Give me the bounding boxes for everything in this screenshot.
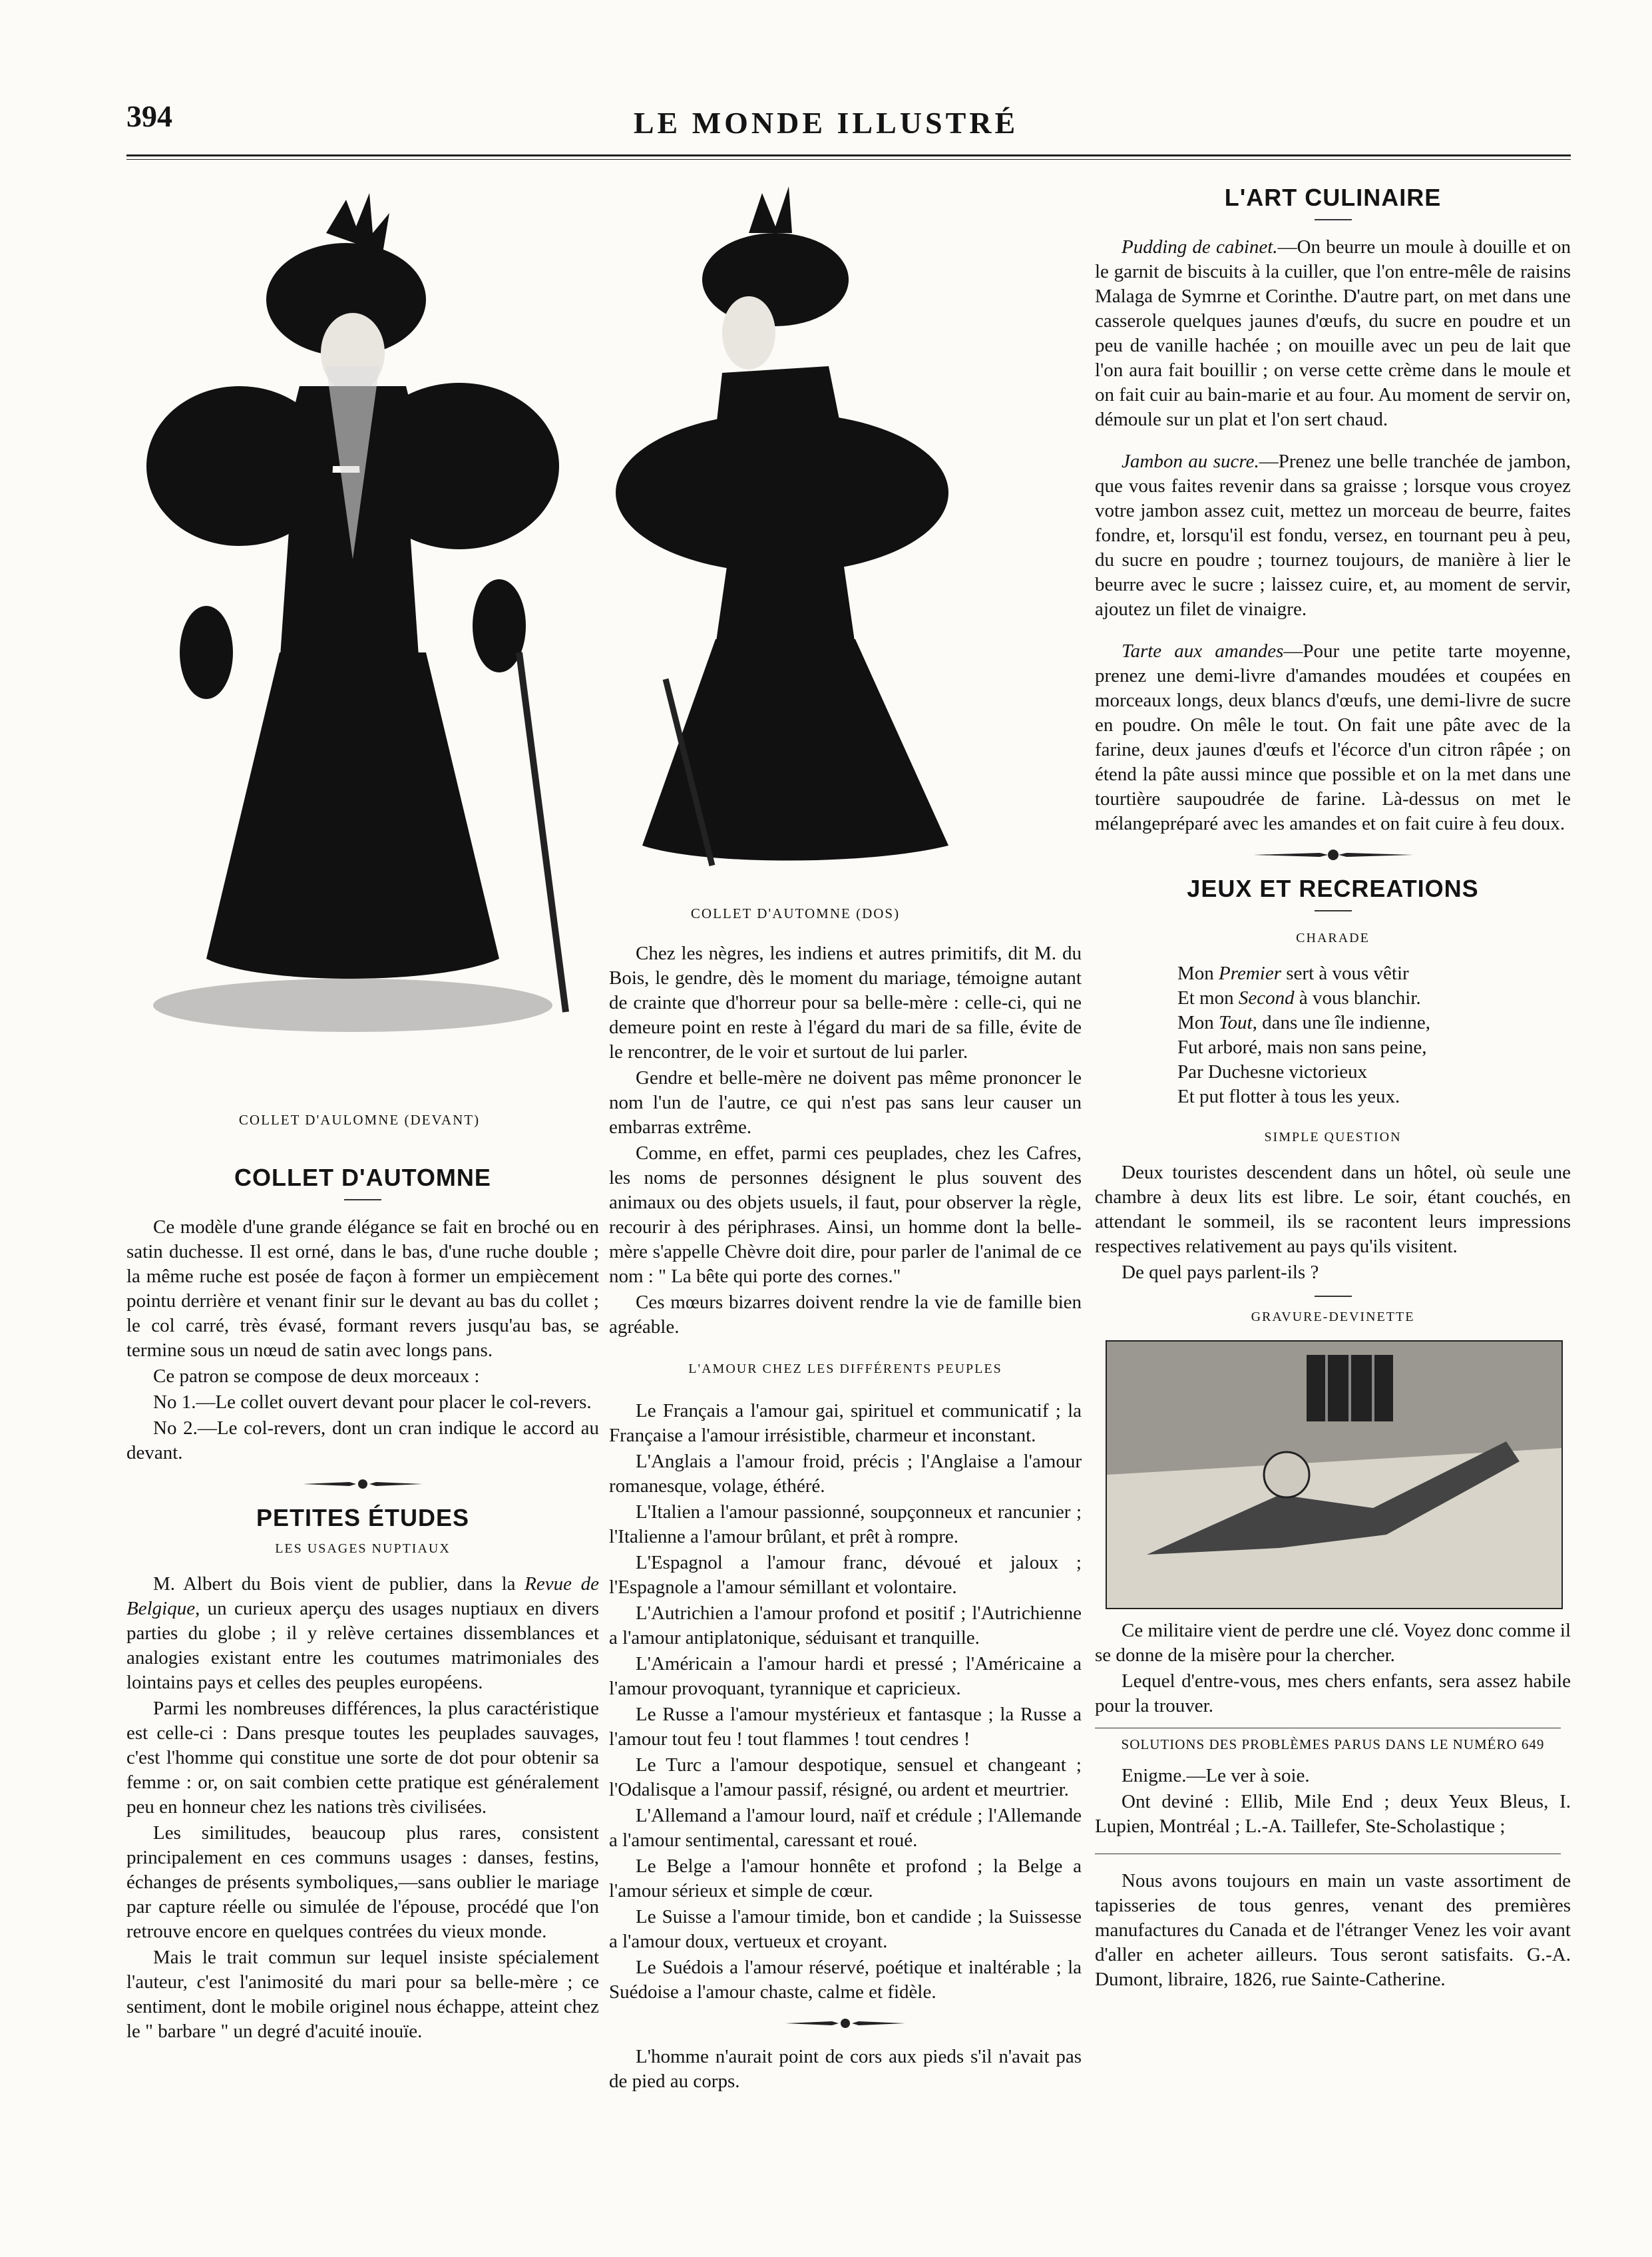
puzzle-engraving xyxy=(1106,1340,1563,1609)
amour-item: L'Allemand a l'amour lourd, naïf et crédule ; l'Allemande a l'amour sentimental, caressant et roué. xyxy=(609,1805,1082,1851)
recipe-paragraph: Pudding de cabinet.—On beurre un moule à douille et on le garnit de biscuits à la cuiller, que l'on entre-mêle de raisins Malaga de Symrne et Corinthe. D'autre part, on met dans une casserole quelques jaunes d'œufs, du sucre en poudre et un peu de vanille hachée ; on mouille avec un peu de lait que l'on aura fait bouillir ; on verse cette crème dans le moule et on fait cuir au bain-marie et au four. Au moment de servir on, démoule sur un plat et l'on sert chaud. xyxy=(1095,236,1571,430)
middle-paragraph: Comme, en effet, parmi ces peuplades, chez les Cafres, les noms de personnes désignent le plus souvent des animaux ou des objets usuels, il faut, pour observer la règle, recourir à des périphrases. Ainsi, un homme dont la belle-mère s'appelle Chèvre doit dire, pour parler de l'animal de ce nom : " La bête qui porte des cornes." xyxy=(609,1142,1082,1287)
solutions-paragraph: Ont deviné : Ellib, Mile End ; deux Yeux Bleus, I. Lupien, Montréal ; L.-A. Taillefer, Ste-Scholastique ; xyxy=(1095,1791,1571,1837)
etudes-title: PETITES ÉTUDES xyxy=(256,1504,470,1531)
culinaire-title: L'ART CULINAIRE xyxy=(1224,184,1442,211)
column-middle xyxy=(609,941,1082,2095)
amour-item: Le Belge a l'amour honnête et profond ; la Belge a l'amour sérieux et simple de cœur. xyxy=(609,1856,1082,1901)
back-caption: COLLET D'AUTOMNE (DOS) xyxy=(690,905,901,921)
amour-item: L'Anglais a l'amour froid, précis ; l'Anglaise a l'amour romanesque, volage, éthéré. xyxy=(609,1451,1082,1497)
gravure-title: GRAVURE-DEVINETTE xyxy=(1251,1310,1415,1324)
title-rule xyxy=(1315,219,1352,220)
ornament-divider xyxy=(1253,850,1413,860)
amour-item: Le Suisse a l'amour timide, bon et candide ; la Suissesse a l'amour doux, vertueux et croyant. xyxy=(609,1906,1082,1952)
etudes-paragraph: M. Albert du Bois vient de publier, dans la Revue de Belgique, un curieux aperçu des usages nuptiaux en divers parties du globe ; il y relève certaines dissemblances et analogies existant entre les coutumes matrimoniales des lointains pays et celles des peuples européens. xyxy=(126,1573,599,1693)
column-right xyxy=(1095,185,1571,1993)
advertisement: Nous avons toujours en main un vaste assortiment de tapisseries de tous genres, venant des premières manufactures du Canada et de l'étranger Venez les voir avant d'aller en acheter ailleurs. Tous seront satisfaits. G.-A. Dumont, libraire, 1826, rue Sainte-Catherine. xyxy=(1095,1870,1571,1990)
title-rule xyxy=(344,1199,381,1200)
masthead: LE MONDE ILLUSTRÉ xyxy=(633,106,1019,140)
collet-paragraph: Ce modèle d'une grande élégance se fait en broché ou en satin duchesse. Il est orné, dans le bas, d'une ruche double ; la même ruche est posée de façon à former un empiècement pointu derrière et venant finir sur le devant au bas du collet ; le col carré, très évasé, formant revers jusqu'au bas, se termine sous un nœud de satin avec longs pans. xyxy=(126,1216,599,1361)
middle-final: L'homme n'aurait point de cors aux pieds s'il n'avait pas de pied au corps. xyxy=(609,2046,1082,2092)
amour-title: L'AMOUR CHEZ LES DIFFÉRENTS PEUPLES xyxy=(688,1362,1002,1376)
title-rule xyxy=(1315,1296,1352,1297)
title-rule xyxy=(1315,910,1352,911)
solutions-title: SOLUTIONS DES PROBLÈMES PARUS DANS LE NUMÉRO 649 xyxy=(1121,1736,1545,1752)
question-title: SIMPLE QUESTION xyxy=(1264,1130,1402,1144)
verse-line: Et put flotter à tous les yeux. xyxy=(1177,1086,1400,1107)
etudes-subtitle: LES USAGES NUPTIAUX xyxy=(275,1541,451,1556)
amour-item: Le Français a l'amour gai, spirituel et communicatif ; la Française a l'amour irrésistible, charmeur et inconstant. xyxy=(609,1400,1082,1446)
collet-paragraph: No 2.—Le col-revers, dont un cran indique le accord au devant. xyxy=(126,1417,599,1463)
jeux-title: JEUX ET RECREATIONS xyxy=(1187,875,1479,902)
recipe-paragraph: Tarte aux amandes—Pour une petite tarte moyenne, prenez une demi-livre d'amandes moudées et coupées en morceaux longs, deux blancs d'œufs, une demi-livre de sucre en poudre. On mêle le tout. On fait une pâte avec de la farine, deux jaunes d'œufs et l'écorce d'un citron râpée ; on étend la pâte aussi mince que possible et on la met dans une tourtière saupoudrée de farine. Là-dessus on met le mélangepréparé avec les amandes et on fait cuire à feu doux. xyxy=(1095,640,1571,834)
fashion-illustration-front xyxy=(126,186,579,1099)
etudes-paragraph: Mais le trait commun sur lequel insiste spécialement l'auteur, c'est l'animosité du mari pour sa belle-mère ; ce sentiment, dont le mobile originel nous échappe, atteint chez le " barbare " un degré d'acuité inouïe. xyxy=(126,1947,599,2042)
collet-paragraph: No 1.—Le collet ouvert devant pour placer le col-revers. xyxy=(153,1391,592,1413)
recipe-paragraph: Jambon au sucre.—Prenez une belle tranchée de jambon, que vous faites revenir dans sa graisse ; lorsque vous croyez votre jambon assez cuit, mettez un morceau de beurre, faites fondre, et, lorsqu'il est fondu, versez, en tournant peu à peu, du sucre en poudre ; tournez toujours, de manière à lier le beurre avec le sucre ; laissez cuire, et, au moment de servir, ajoutez un filet de vinaigre. xyxy=(1095,451,1571,620)
column-left xyxy=(126,1165,599,2045)
middle-paragraph: Ces mœurs bizarres doivent rendre la vie de famille bien agréable. xyxy=(609,1292,1082,1338)
amour-item: L'Espagnol a l'amour franc, dévoué et jaloux ; l'Espagnole a l'amour sémillant et volontaire. xyxy=(609,1552,1082,1598)
amour-item: L'Américain a l'amour hardi et pressé ; l'Américaine a l'amour provoquant, tyrannique et capricieux. xyxy=(609,1653,1082,1699)
gravure-caption: Ce militaire vient de perdre une clé. Voyez donc comme il se donne de la misère pour la chercher. xyxy=(1095,1620,1571,1666)
amour-item: Le Suédois a l'amour réservé, poétique et inaltérable ; la Suédoise a l'amour chaste, calme et fidèle. xyxy=(609,1957,1082,2003)
middle-paragraph: Gendre et belle-mère ne doivent pas même prononcer le nom l'un de l'autre, ce qui n'est pas sans leur causer un embarras extrême. xyxy=(609,1067,1082,1138)
amour-item: Le Turc a l'amour despotique, sensuel et changeant ; l'Odalisque a l'amour passif, résigné, ou ardent et meurtrier. xyxy=(609,1754,1082,1800)
question-paragraph: Deux touristes descendent dans un hôtel, où seule une chambre à deux lits est libre. Le soir, étant couchés, en attendant le sommeil, ils se racontent leurs impressions respectives relativement au pays qu'ils visitent. xyxy=(1095,1162,1571,1257)
gravure-paragraph: Lequel d'entre-vous, mes chers enfants, sera assez habile pour la trouver. xyxy=(1095,1670,1571,1716)
verse-line: Par Duchesne victorieux xyxy=(1177,1061,1368,1083)
header-rule xyxy=(126,154,1571,160)
verse-line: Mon Premier sert à vous vêtir xyxy=(1177,963,1409,984)
page-number: 394 xyxy=(126,99,172,133)
front-caption: COLLET D'AULOMNE (DEVANT) xyxy=(238,1112,481,1128)
ornament-divider xyxy=(303,1479,423,1489)
ornament-divider xyxy=(785,2018,905,2029)
charade-verse xyxy=(1095,961,1571,1109)
question-ending: De quel pays parlent-ils ? xyxy=(1122,1262,1319,1283)
verse-line: Fut arboré, mais non sans peine, xyxy=(1177,1037,1427,1058)
collet-title: COLLET D'AUTOMNE xyxy=(234,1164,491,1191)
middle-paragraph: Chez les nègres, les indiens et autres primitifs, dit M. du Bois, le gendre, dès le moment du mariage, témoigne autant de crainte que d'horreur pour sa belle-mère : celle-ci, qui ne demeure point en reste à l'égard du mari de sa fille, évite de le rencontrer, de le voir et surtout de lui parler. xyxy=(609,943,1082,1063)
collet-paragraph: Ce patron se compose de deux morceaux : xyxy=(153,1366,480,1387)
amour-item: Le Russe a l'amour mystérieux et fantasque ; la Russe a l'amour tout feu ! tout flammes ! tout cendres ! xyxy=(609,1704,1082,1750)
amour-item: L'Italien a l'amour passionné, soupçonneux et rancunier ; l'Italienne a l'amour brûlant, et prêt à rompre. xyxy=(609,1501,1082,1547)
etudes-paragraph: Parmi les nombreuses différences, la plus caractéristique est celle-ci : Dans presque toutes les peuplades sauvages, c'est l'homme qui constitue une sorte de dot pour obtenir sa femme : or, on sait combien cette pratique est généralement peu en honneur chez les nations très civilisées. xyxy=(126,1698,599,1818)
verse-line: Mon Tout, dans une île indienne, xyxy=(1177,1012,1430,1033)
amour-item: L'Autrichien a l'amour profond et positif ; l'Autrichienne a l'amour antiplatonique, séduisant et tranquille. xyxy=(609,1603,1082,1648)
fashion-illustration-back xyxy=(602,180,975,872)
charade-title: CHARADE xyxy=(1296,931,1370,945)
solutions-paragraph: Enigme.—Le ver à soie. xyxy=(1122,1765,1310,1786)
verse-line: Et mon Second à vous blanchir. xyxy=(1177,987,1421,1009)
etudes-paragraph: Les similitudes, beaucoup plus rares, consistent principalement en ces communs usages : danses, festins, échanges de présents symboliques,—sans oublier le mariage par capture réelle ou simulée de l'épouse, procédé que l'on retrouve encore en quelques contrées du vieux monde. xyxy=(126,1822,599,1942)
